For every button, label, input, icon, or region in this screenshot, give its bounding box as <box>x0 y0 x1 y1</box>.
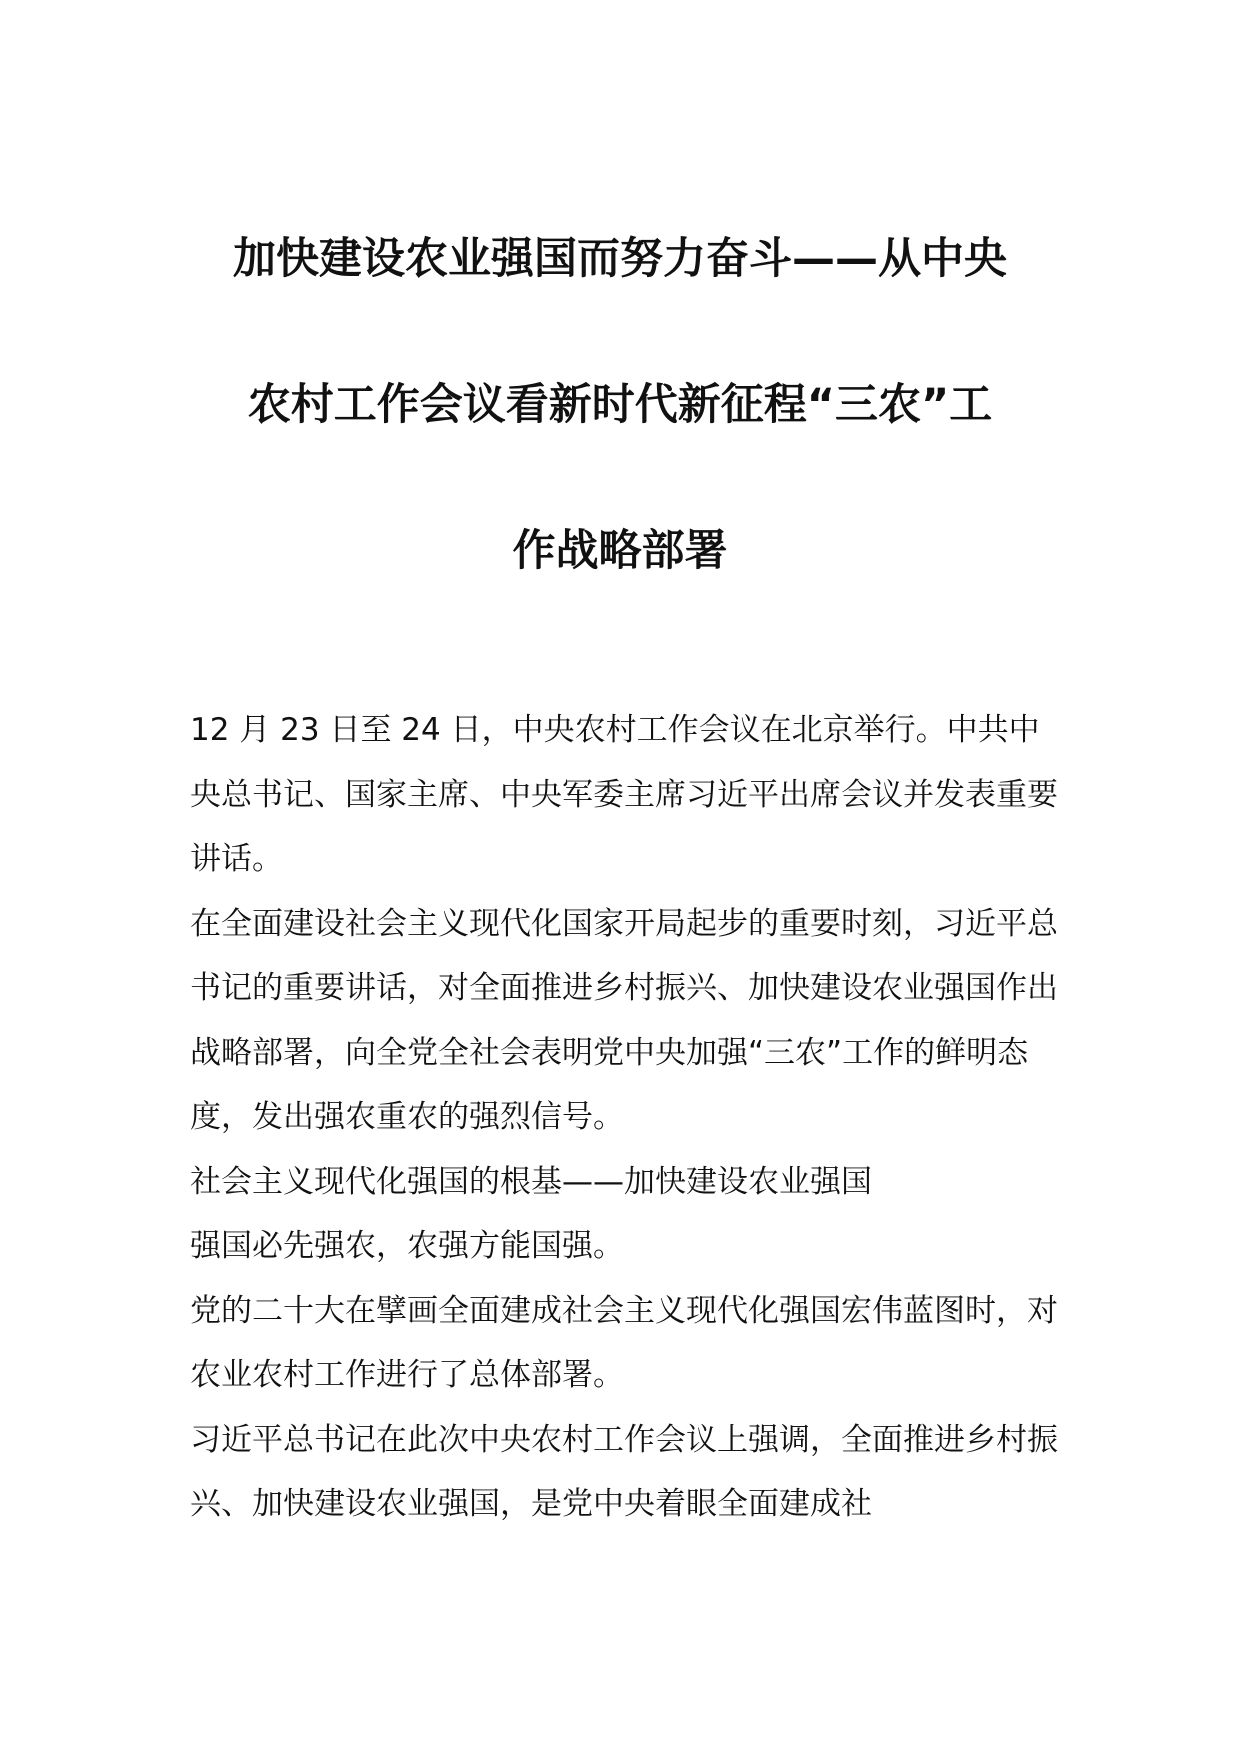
title-line: 农村工作会议看新时代新征程“三农”工 <box>247 380 993 430</box>
paragraph: 强国必先强农，农强方能国强。 <box>190 1228 624 1264</box>
paragraph: 习近平总书记在此次中央农村工作会议上强调，全面推进乡村振兴、加快建设农业强国，是党中央着眼全面建成社 <box>190 1421 1058 1522</box>
document-body <box>190 698 1060 1537</box>
title-line: 加快建设农业强国而努力奋斗——从中央 <box>233 234 1007 284</box>
paragraph: 在全面建设社会主义现代化国家开局起步的重要时刻，习近平总书记的重要讲话，对全面推进乡村振兴、加快建设农业强国作出战略部署，向全党全社会表明党中央加强“三农”工作的鲜明态度，发出强农重农的强烈信号。 <box>190 905 1058 1135</box>
document-title <box>190 186 1050 624</box>
paragraph: 12 月 23 日至 24 日，中央农村工作会议在北京举行。中共中央总书记、国家主席、中央军委主席习近平出席会议并发表重要讲话。 <box>190 712 1058 877</box>
section-heading: 社会主义现代化强国的根基——加快建设农业强国 <box>190 1163 872 1200</box>
paragraph: 党的二十大在擘画全面建成社会主义现代化强国宏伟蓝图时，对农业农村工作进行了总体部署。 <box>190 1292 1058 1393</box>
title-line: 作战略部署 <box>512 526 728 576</box>
